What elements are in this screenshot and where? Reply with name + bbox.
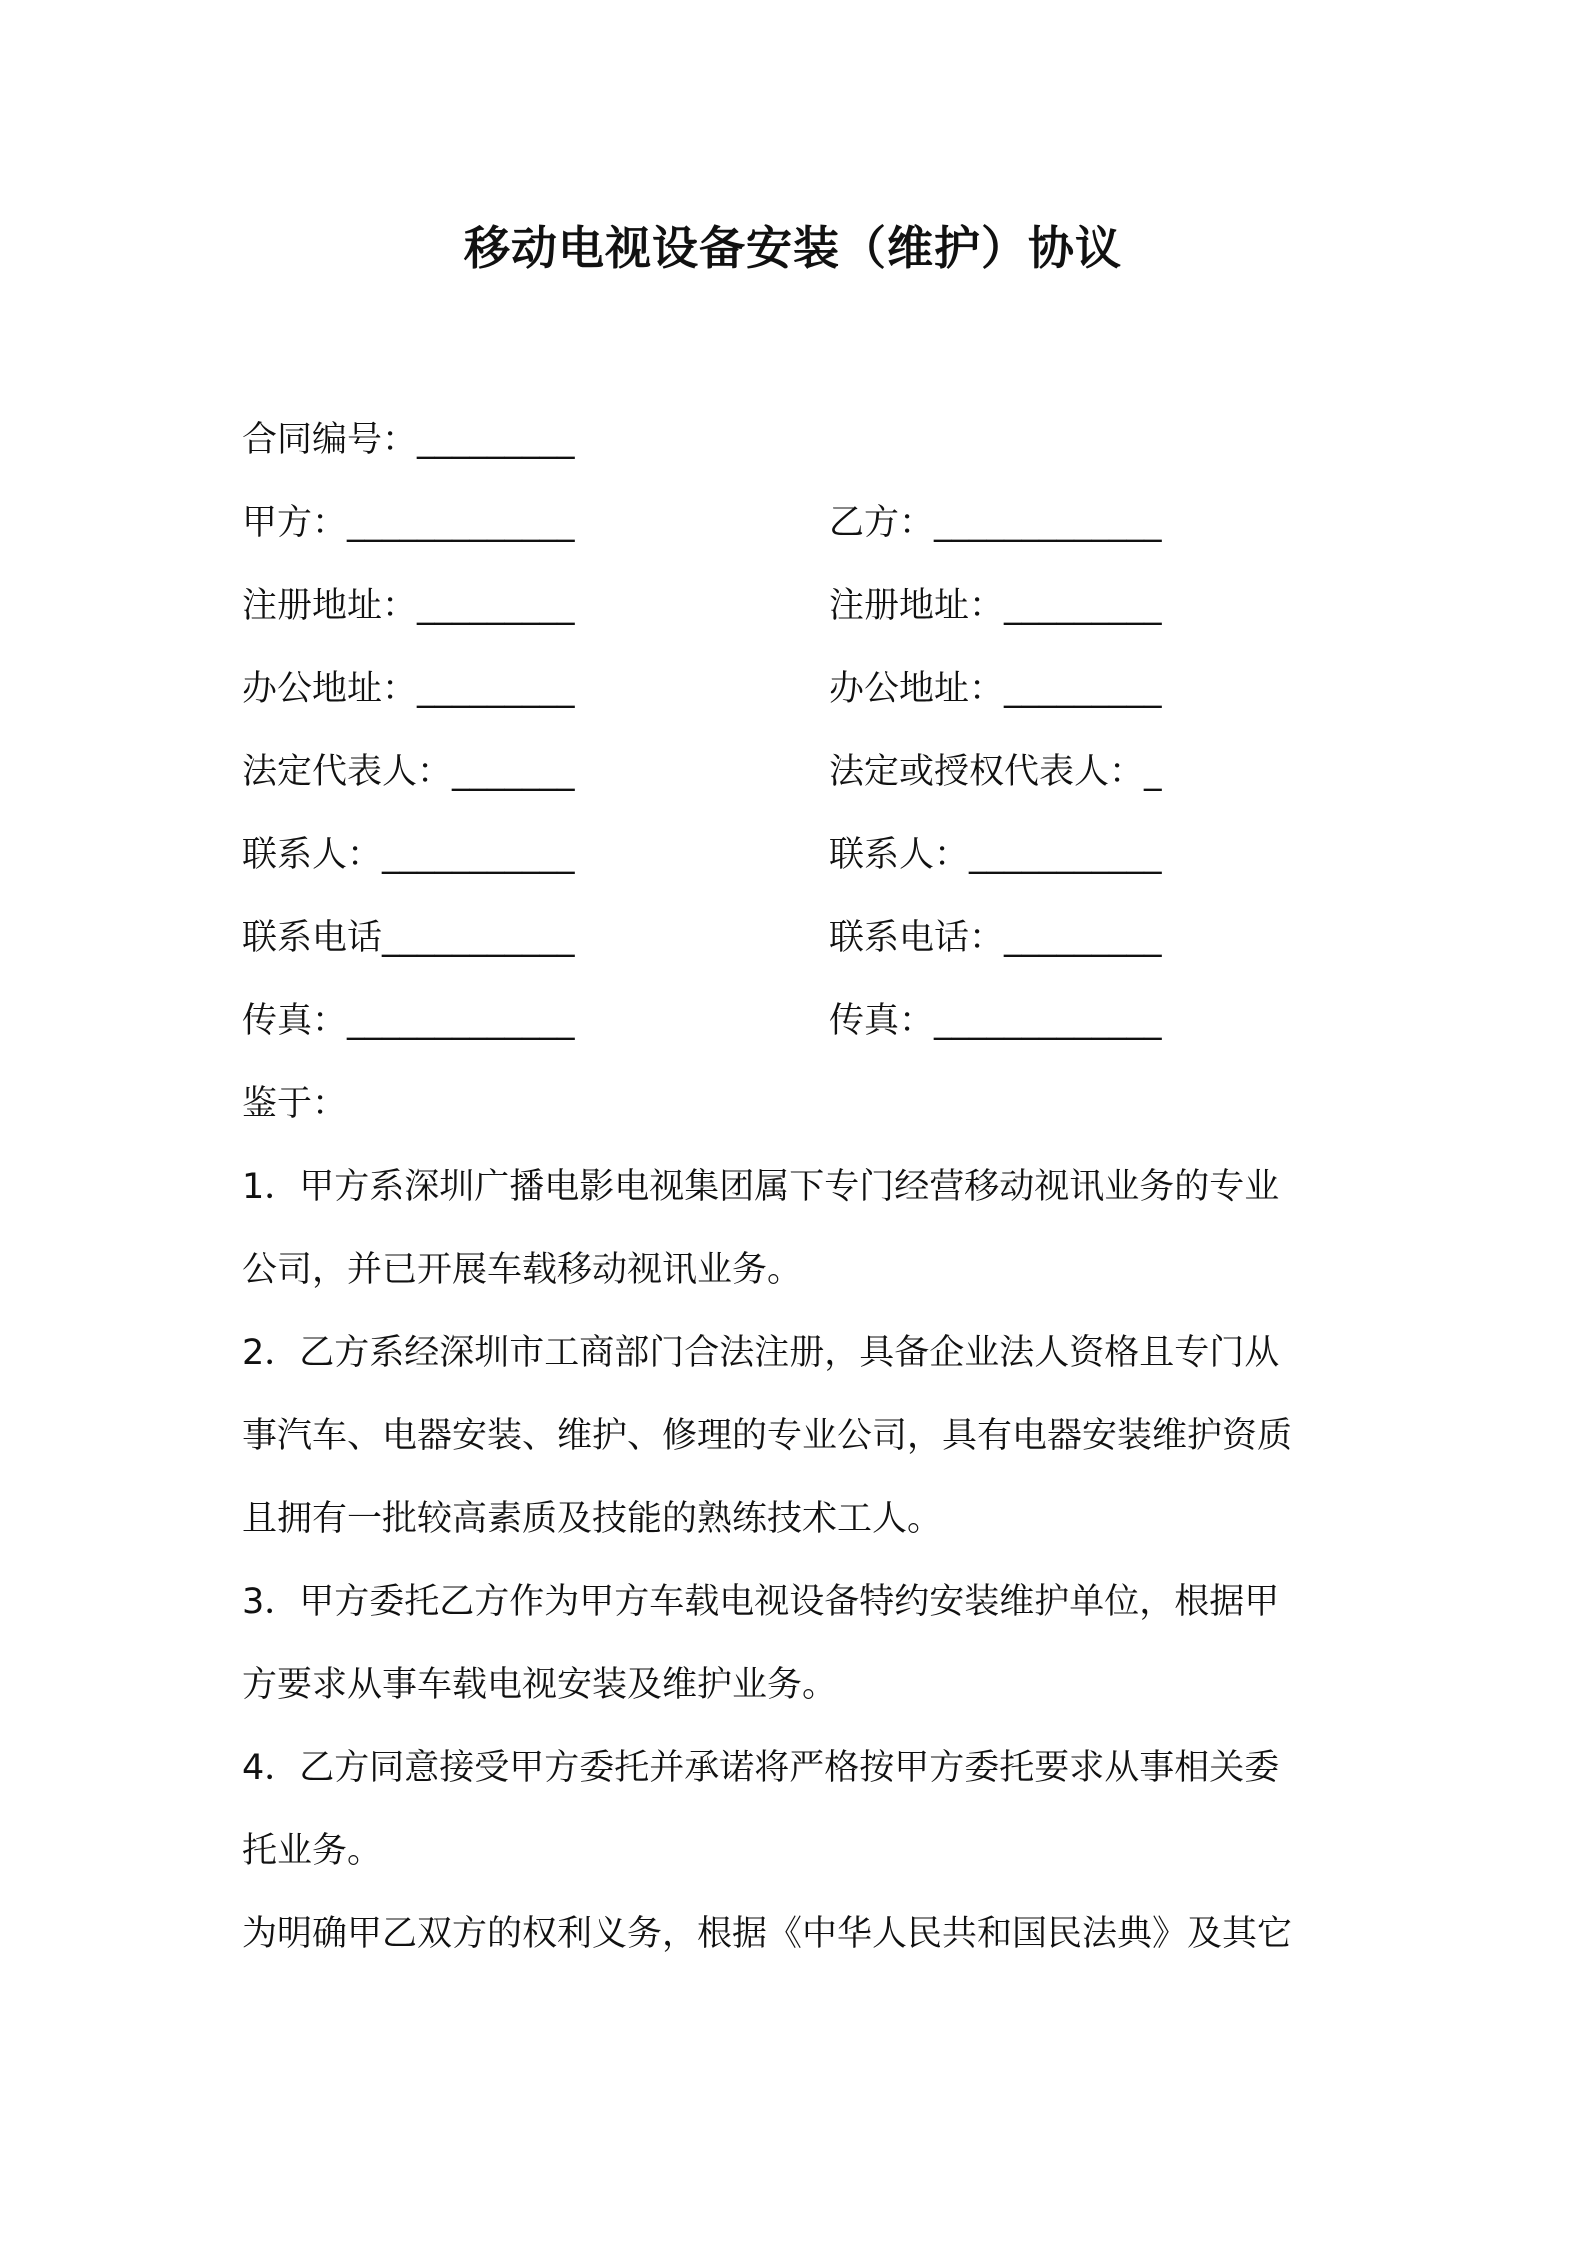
clause-2-line-1: 2．乙方系经深圳市工商部门合法注册，具备企业法人资格且专门从	[242, 1333, 1280, 1373]
clause-1-line-1: 1．甲方系深圳广播电影电视集团属下专门经营移动视讯业务的专业	[242, 1167, 1280, 1207]
clause-2-line-2: 事汽车、电器安装、维护、修理的专业公司，具有电器安装维护资质	[242, 1416, 1293, 1456]
clause-1-line-2: 公司，并已开展车载移动视讯业务。	[242, 1250, 803, 1290]
clause-3-line-2: 方要求从事车载电视安装及维护业务。	[242, 1665, 838, 1705]
clause-4-line-1: 4．乙方同意接受甲方委托并承诺将严格按甲方委托要求从事相关委	[242, 1748, 1280, 1788]
party-b-authorized-representative-field: 法定或授权代表人：_	[829, 752, 1162, 792]
party-b-registered-address-field: 注册地址：_________	[829, 586, 1162, 626]
whereas-heading: 鉴于：	[242, 1084, 348, 1124]
purpose-paragraph-line-1: 为明确甲乙双方的权利义务，根据《中华人民共和国民法典》及其它	[242, 1914, 1293, 1954]
party-b-contact-field: 联系人：___________	[829, 835, 1162, 875]
party-a-registered-address-field: 注册地址：_________	[242, 586, 575, 626]
party-a-legal-representative-field: 法定代表人：_______	[242, 752, 575, 792]
party-b-office-address-field: 办公地址：_________	[829, 669, 1162, 709]
party-a-contact-field: 联系人：___________	[242, 835, 575, 875]
clause-2-line-3: 且拥有一批较高素质及技能的熟练技术工人。	[242, 1499, 943, 1539]
party-b-fax-field: 传真：_____________	[829, 1001, 1162, 1041]
party-a-phone-field: 联系电话___________	[242, 918, 575, 958]
party-a-name-field: 甲方：_____________	[242, 503, 575, 543]
contract-number-field: 合同编号：_________	[242, 420, 575, 460]
party-b-name-field: 乙方：_____________	[829, 503, 1162, 543]
clause-4-line-2: 托业务。	[242, 1831, 383, 1871]
party-b-phone-field: 联系电话：_________	[829, 918, 1162, 958]
party-a-office-address-field: 办公地址：_________	[242, 669, 575, 709]
document-title: 移动电视设备安装（维护）协议	[464, 221, 1122, 275]
clause-3-line-1: 3．甲方委托乙方作为甲方车载电视设备特约安装维护单位，根据甲	[242, 1582, 1280, 1622]
party-a-fax-field: 传真：_____________	[242, 1001, 575, 1041]
